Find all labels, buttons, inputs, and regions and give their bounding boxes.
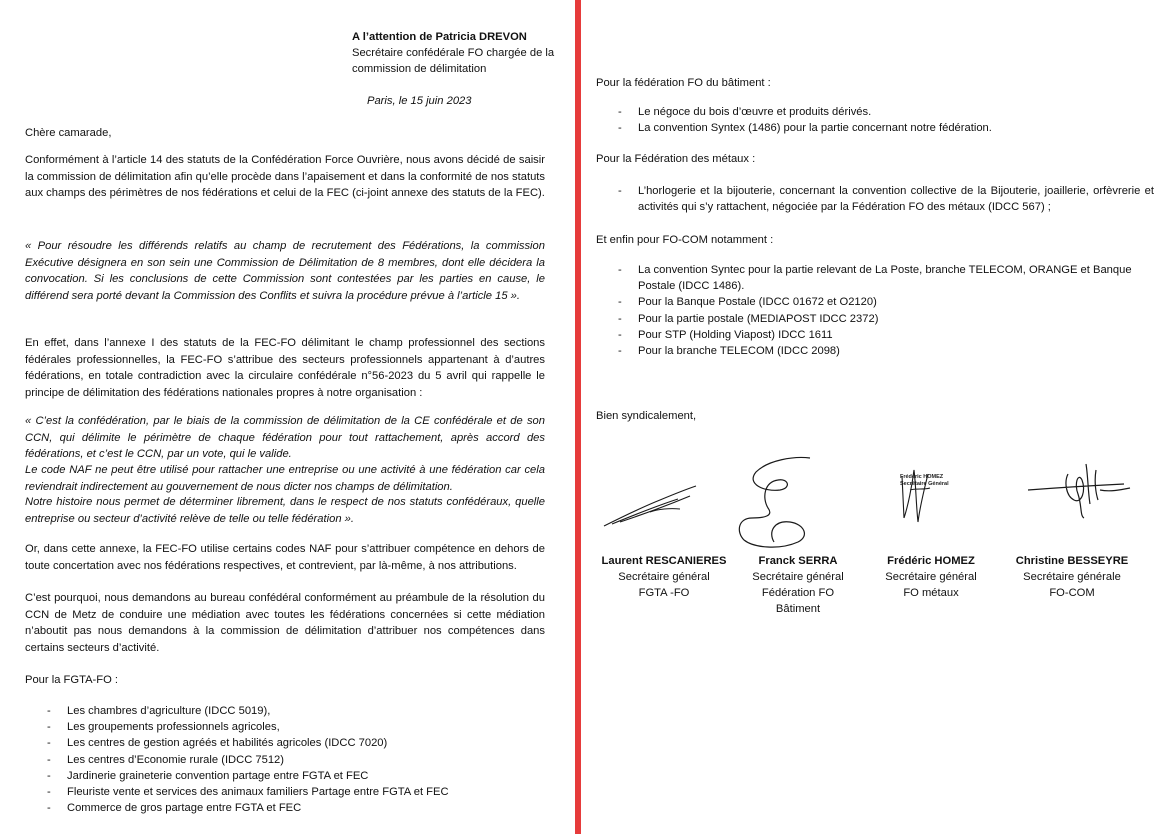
list-item: - Jardinerie graineterie convention partage entre FGTA et FEC xyxy=(45,768,545,784)
quote-circular-a: « C’est la confédération, par le biais de la commission de délimitation de la CE confédérale et de son CCN, qui délimite le périmètre de chaque fédération pour tout rattachement, après accord des fédérations, et c’est le CCN, par un vote, qui le valide. xyxy=(25,415,545,460)
list-item: - Les chambres d’agriculture (IDCC 5019), xyxy=(45,703,545,719)
fgta-list xyxy=(45,703,545,816)
signature-rescanieres xyxy=(600,482,710,534)
addressee-role-1: Secrétaire confédérale FO chargée de la xyxy=(352,47,555,59)
fgta-heading: Pour la FGTA-FO : xyxy=(25,674,119,686)
quote-statutes: « Pour résoudre les différends relatifs au champ de recrutement des Fédérations, la commission Exécutive désignera en son sein une Commission de Délimitation de 8 membres, dont elle décidera la convocation. Si les conclusions de cette Commission sont contestées par les parties en cause, le différend sera porté devant la Commission des Conflits et suivra la procédure prévue à l’article 15 ». xyxy=(25,240,545,302)
list-item: - Pour la partie postale (MEDIAPOST IDCC 2372) xyxy=(616,311,1146,327)
paragraph-3: Or, dans cette annexe, la FEC-FO utilise certains codes NAF pour s’attribuer compétence en dehors de toute concertation avec nos fédérations respectives, et contrevient, par là-même, à nos attributions. xyxy=(25,543,545,572)
quote-circular-c: Notre histoire nous permet de déterminer librement, dans le respect de nos statuts confédéraux, quelle entreprise ou secteur d’activité relève de telle ou telle fédération ». xyxy=(25,496,545,525)
quote-circular-b: Le code NAF ne peut être utilisé pour rattacher une entreprise ou une activité à une fédération car cela reviendrait indirectement au gouvernement de nous dicter nos champs de délimitation. xyxy=(25,464,545,493)
signature-homez xyxy=(890,466,960,526)
list-item: - L’horlogerie et la bijouterie, concernant la convention collective de la Bijouterie, joaillerie, orfèvrerie et activités qui s’y rattachent, négociée par la Fédération FO des métaux (IDCC 567) ; xyxy=(616,183,1154,215)
list-item: - La convention Syntex (1486) pour la partie concernant notre fédération. xyxy=(616,120,1136,136)
signatory-serra: Franck SERRA Secrétaire général Fédération FO Bâtiment xyxy=(752,555,844,615)
batiment-list xyxy=(616,104,1136,136)
metaux-heading: Pour la Fédération des métaux : xyxy=(596,153,756,165)
addressee-role-2: commission de délimitation xyxy=(352,63,487,75)
list-item: - Les centres de gestion agréés et habilités agricoles (IDCC 7020) xyxy=(45,735,545,751)
signature-besseyre xyxy=(1024,460,1134,520)
paragraph-4: C’est pourquoi, nous demandons au bureau confédéral conformément au préambule de la résolution du CCN de Metz de conduire une médiation avec toutes les fédérations concernées si cette médiation n’aboutit pas nous demandons à la commission de délimitation d’attribuer nos compétences dans certains secteurs d’activité. xyxy=(25,592,545,654)
addressee: A l’attention de Patricia DREVON xyxy=(352,31,527,43)
letter-date: Paris, le 15 juin 2023 xyxy=(367,95,472,107)
signature-serra xyxy=(734,452,834,552)
paragraph-2: En effet, dans l’annexe I des statuts de la FEC-FO délimitant le champ professionnel des sections fédérales professionnelles, la FEC-FO s’attribue des secteurs professionnels appartenant à d’autres fédérations, en totale contradiction avec la circulaire confédérale n°56-2023 du 5 avril qui rappelle le principe de délimitation des fédérations nationales propres à notre organisation : xyxy=(25,337,545,399)
focom-list xyxy=(616,262,1146,359)
right-page xyxy=(588,0,1164,834)
metaux-list xyxy=(616,183,1154,215)
signatory-besseyre: Christine BESSEYRE Secrétaire générale FO-COM xyxy=(1015,555,1129,599)
list-item: - Les groupements professionnels agricoles, xyxy=(45,719,545,735)
left-page xyxy=(0,0,575,834)
signatory-rescanieres: Laurent RESCANIERES Secrétaire général FGTA -FO xyxy=(601,555,727,599)
list-item: - Fleuriste vente et services des animaux familiers Partage entre FGTA et FEC xyxy=(45,784,545,800)
focom-heading: Et enfin pour FO-COM notamment : xyxy=(596,234,774,246)
stamp: Frédéric HOMEZ Secrétaire Général xyxy=(900,474,949,487)
page-divider xyxy=(575,0,581,834)
batiment-heading: Pour la fédération FO du bâtiment : xyxy=(596,77,771,89)
salutation: Chère camarade, xyxy=(25,127,112,139)
list-item: - Le négoce du bois d’œuvre et produits dérivés. xyxy=(616,104,1136,120)
list-item: - Commerce de gros partage entre FGTA et FEC xyxy=(45,800,545,816)
paragraph-1: Conformément à l’article 14 des statuts de la Confédération Force Ouvrière, nous avons décidé de saisir la commission de délimitation afin qu’elle procède dans l’apaisement et dans la conformité de nos statuts aux champs des périmètres de nos fédérations et celui de la FEC (ci-joint annexe des statuts de la FEC). xyxy=(25,154,545,199)
list-item: - Pour STP (Holding Viapost) IDCC 1611 xyxy=(616,327,1146,343)
list-item: - Pour la branche TELECOM (IDCC 2098) xyxy=(616,343,1146,359)
list-item: - Pour la Banque Postale (IDCC 01672 et O2120) xyxy=(616,294,1146,310)
closing: Bien syndicalement, xyxy=(596,410,697,422)
signatory-homez: Frédéric HOMEZ Secrétaire général FO métaux xyxy=(885,555,977,599)
list-item: - La convention Syntec pour la partie relevant de La Poste, branche TELECOM, ORANGE et Banque Postale (IDCC 1486). xyxy=(616,262,1146,294)
list-item: - Les centres d’Economie rurale (IDCC 7512) xyxy=(45,752,545,768)
